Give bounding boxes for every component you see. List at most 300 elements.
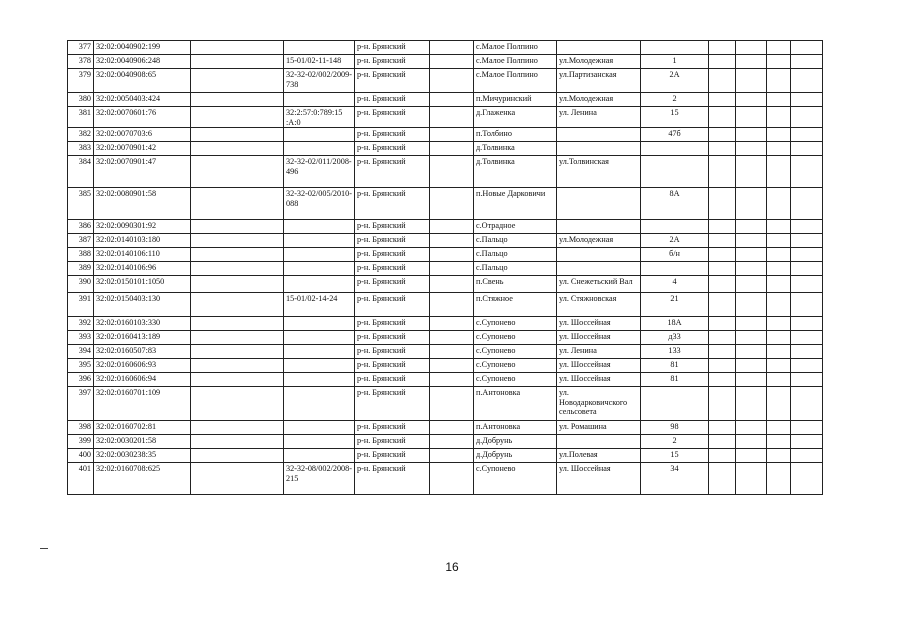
- row-number: 399: [68, 435, 94, 449]
- table-row: [68, 234, 823, 248]
- district: р-н. Брянский: [355, 262, 430, 276]
- locality: п.Толбино: [474, 128, 557, 142]
- blank-cell: [709, 220, 736, 234]
- blank-cell: [736, 107, 767, 128]
- locality: с.Супонево: [474, 463, 557, 495]
- table-row: [68, 449, 823, 463]
- house-number: 15: [641, 449, 709, 463]
- district: р-н. Брянский: [355, 93, 430, 107]
- district: р-н. Брянский: [355, 449, 430, 463]
- blank-cell: [709, 69, 736, 93]
- blank-cell: [791, 55, 823, 69]
- blank-cell: [767, 345, 791, 359]
- table-row: [68, 262, 823, 276]
- locality: с.Супонево: [474, 359, 557, 373]
- district: р-н. Брянский: [355, 387, 430, 421]
- street: ул.Полевая: [557, 449, 641, 463]
- blank-cell: [709, 421, 736, 435]
- blank-cell: [191, 276, 284, 293]
- house-number: 18А: [641, 317, 709, 331]
- table-row: [68, 142, 823, 156]
- registration-number: [284, 128, 355, 142]
- blank-cell: [791, 373, 823, 387]
- street: ул. Новодарковичского сельсовета: [557, 387, 641, 421]
- blank-cell: [430, 234, 474, 248]
- row-number: 393: [68, 331, 94, 345]
- cadastral-number: 32:02:0160701:109: [94, 387, 191, 421]
- district: р-н. Брянский: [355, 359, 430, 373]
- table-row: [68, 293, 823, 317]
- registration-number: 32-32-02/011/2008-496: [284, 156, 355, 188]
- row-number: 386: [68, 220, 94, 234]
- blank-cell: [791, 449, 823, 463]
- table-row: [68, 421, 823, 435]
- blank-cell: [191, 345, 284, 359]
- blank-cell: [191, 128, 284, 142]
- blank-cell: [736, 248, 767, 262]
- row-number: 394: [68, 345, 94, 359]
- blank-cell: [430, 331, 474, 345]
- blank-cell: [191, 142, 284, 156]
- blank-cell: [736, 373, 767, 387]
- cadastral-number: 32:02:0160413:189: [94, 331, 191, 345]
- blank-cell: [191, 463, 284, 495]
- row-number: 385: [68, 188, 94, 220]
- blank-cell: [430, 107, 474, 128]
- row-number: 388: [68, 248, 94, 262]
- blank-cell: [767, 107, 791, 128]
- registration-number: [284, 317, 355, 331]
- blank-cell: [736, 55, 767, 69]
- blank-cell: [736, 331, 767, 345]
- blank-cell: [791, 345, 823, 359]
- locality: п.Антоновка: [474, 387, 557, 421]
- registration-number: [284, 421, 355, 435]
- blank-cell: [736, 234, 767, 248]
- registration-number: [284, 142, 355, 156]
- blank-cell: [767, 69, 791, 93]
- street: ул. Шоссейная: [557, 317, 641, 331]
- table-row: [68, 69, 823, 93]
- row-number: 395: [68, 359, 94, 373]
- blank-cell: [191, 435, 284, 449]
- blank-cell: [736, 359, 767, 373]
- registration-number: [284, 41, 355, 55]
- table-row: [68, 317, 823, 331]
- locality: с.Малое Полпино: [474, 69, 557, 93]
- blank-cell: [736, 262, 767, 276]
- registry-body: [68, 41, 823, 495]
- street: ул. Ромашина: [557, 421, 641, 435]
- table-row: [68, 128, 823, 142]
- locality: д.Толвинка: [474, 156, 557, 188]
- row-number: 379: [68, 69, 94, 93]
- district: р-н. Брянский: [355, 345, 430, 359]
- house-number: [641, 262, 709, 276]
- row-number: 398: [68, 421, 94, 435]
- registration-number: [284, 262, 355, 276]
- district: р-н. Брянский: [355, 331, 430, 345]
- locality: с.Отрадное: [474, 220, 557, 234]
- district: р-н. Брянский: [355, 142, 430, 156]
- blank-cell: [430, 248, 474, 262]
- blank-cell: [430, 276, 474, 293]
- blank-cell: [709, 262, 736, 276]
- cadastral-number: 32:02:0160702:81: [94, 421, 191, 435]
- blank-cell: [191, 317, 284, 331]
- blank-cell: [791, 69, 823, 93]
- cadastral-number: 32:02:0140106:110: [94, 248, 191, 262]
- house-number: 98: [641, 421, 709, 435]
- blank-cell: [191, 262, 284, 276]
- blank-cell: [430, 128, 474, 142]
- blank-cell: [767, 331, 791, 345]
- blank-cell: [791, 220, 823, 234]
- house-number: 15: [641, 107, 709, 128]
- blank-cell: [709, 55, 736, 69]
- locality: с.Супонево: [474, 317, 557, 331]
- blank-cell: [709, 387, 736, 421]
- blank-cell: [430, 55, 474, 69]
- registration-number: [284, 449, 355, 463]
- cadastral-number: 32:02:0040902:199: [94, 41, 191, 55]
- blank-cell: [736, 276, 767, 293]
- blank-cell: [191, 248, 284, 262]
- blank-cell: [709, 331, 736, 345]
- district: р-н. Брянский: [355, 220, 430, 234]
- row-number: 381: [68, 107, 94, 128]
- row-number: 387: [68, 234, 94, 248]
- locality: с.Пальцо: [474, 234, 557, 248]
- blank-cell: [767, 41, 791, 55]
- margin-mark: [40, 548, 48, 549]
- blank-cell: [430, 220, 474, 234]
- street: ул. Шоссейная: [557, 359, 641, 373]
- blank-cell: [430, 387, 474, 421]
- street: ул.Молодежная: [557, 55, 641, 69]
- street: [557, 128, 641, 142]
- cadastral-number: 32:02:0030238:35: [94, 449, 191, 463]
- district: р-н. Брянский: [355, 317, 430, 331]
- street: [557, 248, 641, 262]
- blank-cell: [709, 41, 736, 55]
- blank-cell: [191, 220, 284, 234]
- blank-cell: [736, 463, 767, 495]
- house-number: 2: [641, 93, 709, 107]
- blank-cell: [709, 373, 736, 387]
- house-number: б/н: [641, 248, 709, 262]
- blank-cell: [430, 69, 474, 93]
- street: ул.Молодежная: [557, 234, 641, 248]
- blank-cell: [791, 276, 823, 293]
- district: р-н. Брянский: [355, 128, 430, 142]
- blank-cell: [709, 345, 736, 359]
- blank-cell: [191, 234, 284, 248]
- district: р-н. Брянский: [355, 156, 430, 188]
- blank-cell: [736, 69, 767, 93]
- blank-cell: [791, 387, 823, 421]
- blank-cell: [767, 359, 791, 373]
- blank-cell: [191, 107, 284, 128]
- house-number: [641, 220, 709, 234]
- district: р-н. Брянский: [355, 55, 430, 69]
- row-number: 390: [68, 276, 94, 293]
- blank-cell: [736, 435, 767, 449]
- blank-cell: [767, 262, 791, 276]
- blank-cell: [767, 188, 791, 220]
- street: [557, 435, 641, 449]
- street: ул. Ленина: [557, 107, 641, 128]
- registration-number: [284, 435, 355, 449]
- district: р-н. Брянский: [355, 41, 430, 55]
- locality: п.Свень: [474, 276, 557, 293]
- district: р-н. Брянский: [355, 234, 430, 248]
- house-number: д33: [641, 331, 709, 345]
- blank-cell: [767, 55, 791, 69]
- blank-cell: [736, 156, 767, 188]
- cadastral-number: 32:02:0090301:92: [94, 220, 191, 234]
- row-number: 384: [68, 156, 94, 188]
- registration-number: [284, 248, 355, 262]
- blank-cell: [736, 387, 767, 421]
- blank-cell: [736, 142, 767, 156]
- table-row: [68, 93, 823, 107]
- blank-cell: [767, 317, 791, 331]
- street: [557, 220, 641, 234]
- district: р-н. Брянский: [355, 293, 430, 317]
- house-number: [641, 156, 709, 188]
- table-row: [68, 41, 823, 55]
- district: р-н. Брянский: [355, 373, 430, 387]
- cadastral-number: 32:02:0140103:180: [94, 234, 191, 248]
- blank-cell: [736, 449, 767, 463]
- house-number: 81: [641, 373, 709, 387]
- blank-cell: [736, 345, 767, 359]
- registration-number: [284, 234, 355, 248]
- district: р-н. Брянский: [355, 421, 430, 435]
- street: ул. Шоссейная: [557, 463, 641, 495]
- street: ул. Шоссейная: [557, 373, 641, 387]
- street: [557, 142, 641, 156]
- blank-cell: [709, 449, 736, 463]
- blank-cell: [709, 359, 736, 373]
- blank-cell: [791, 317, 823, 331]
- street: ул.Партизанская: [557, 69, 641, 93]
- cadastral-number: 32:02:0070601:76: [94, 107, 191, 128]
- blank-cell: [709, 248, 736, 262]
- cadastral-number: 32:02:0150403:130: [94, 293, 191, 317]
- blank-cell: [191, 293, 284, 317]
- street: ул. Снежетьский Вал: [557, 276, 641, 293]
- blank-cell: [736, 188, 767, 220]
- blank-cell: [736, 220, 767, 234]
- table-row: [68, 331, 823, 345]
- table-row: [68, 359, 823, 373]
- blank-cell: [767, 373, 791, 387]
- blank-cell: [191, 69, 284, 93]
- cadastral-number: 32:02:0160606:93: [94, 359, 191, 373]
- blank-cell: [430, 421, 474, 435]
- blank-cell: [709, 463, 736, 495]
- registration-number: [284, 387, 355, 421]
- page-number: 16: [445, 560, 459, 574]
- blank-cell: [709, 128, 736, 142]
- registration-number: [284, 93, 355, 107]
- table-row: [68, 156, 823, 188]
- blank-cell: [736, 293, 767, 317]
- table-row: [68, 463, 823, 495]
- street: ул.Толвинская: [557, 156, 641, 188]
- blank-cell: [191, 373, 284, 387]
- row-number: 377: [68, 41, 94, 55]
- blank-cell: [736, 317, 767, 331]
- blank-cell: [767, 156, 791, 188]
- blank-cell: [191, 55, 284, 69]
- row-number: 396: [68, 373, 94, 387]
- street: ул. Шоссейная: [557, 331, 641, 345]
- blank-cell: [709, 234, 736, 248]
- house-number: 4: [641, 276, 709, 293]
- registration-number: [284, 345, 355, 359]
- registration-number: [284, 373, 355, 387]
- blank-cell: [767, 435, 791, 449]
- district: р-н. Брянский: [355, 188, 430, 220]
- locality: с.Малое Полпино: [474, 55, 557, 69]
- table-row: [68, 188, 823, 220]
- blank-cell: [709, 188, 736, 220]
- registration-number: 15-01/02-14-24: [284, 293, 355, 317]
- registration-number: 32-32-02/002/2009-738: [284, 69, 355, 93]
- registration-number: [284, 331, 355, 345]
- blank-cell: [191, 41, 284, 55]
- cadastral-number: 32:02:0140106:96: [94, 262, 191, 276]
- blank-cell: [736, 128, 767, 142]
- blank-cell: [791, 262, 823, 276]
- row-number: 391: [68, 293, 94, 317]
- house-number: 21: [641, 293, 709, 317]
- blank-cell: [709, 276, 736, 293]
- blank-cell: [709, 93, 736, 107]
- street: [557, 41, 641, 55]
- blank-cell: [791, 156, 823, 188]
- blank-cell: [709, 156, 736, 188]
- table-row: [68, 55, 823, 69]
- blank-cell: [709, 317, 736, 331]
- cadastral-number: 32:02:0160103:330: [94, 317, 191, 331]
- table-row: [68, 107, 823, 128]
- blank-cell: [791, 93, 823, 107]
- blank-cell: [709, 142, 736, 156]
- locality: п.Антоновка: [474, 421, 557, 435]
- cadastral-number: 32:02:0080901:58: [94, 188, 191, 220]
- locality: д.Добрунь: [474, 435, 557, 449]
- street: ул.Молодежная: [557, 93, 641, 107]
- blank-cell: [709, 107, 736, 128]
- cadastral-number: 32:02:0040908:65: [94, 69, 191, 93]
- table-row: [68, 276, 823, 293]
- blank-cell: [430, 463, 474, 495]
- house-number: 34: [641, 463, 709, 495]
- blank-cell: [430, 41, 474, 55]
- blank-cell: [791, 293, 823, 317]
- property-registry-table: [67, 40, 823, 495]
- street: [557, 262, 641, 276]
- table-row: [68, 248, 823, 262]
- blank-cell: [430, 262, 474, 276]
- district: р-н. Брянский: [355, 248, 430, 262]
- row-number: 383: [68, 142, 94, 156]
- blank-cell: [791, 248, 823, 262]
- district: р-н. Брянский: [355, 69, 430, 93]
- blank-cell: [709, 293, 736, 317]
- cadastral-number: 32:02:0070901:47: [94, 156, 191, 188]
- blank-cell: [430, 435, 474, 449]
- locality: п.Стяжное: [474, 293, 557, 317]
- blank-cell: [767, 293, 791, 317]
- blank-cell: [430, 188, 474, 220]
- blank-cell: [767, 220, 791, 234]
- house-number: 133: [641, 345, 709, 359]
- cadastral-number: 32:02:0070703:6: [94, 128, 191, 142]
- cadastral-number: 32:02:0160606:94: [94, 373, 191, 387]
- blank-cell: [191, 449, 284, 463]
- blank-cell: [767, 142, 791, 156]
- locality: с.Супонево: [474, 373, 557, 387]
- district: р-н. Брянский: [355, 463, 430, 495]
- table-row: [68, 220, 823, 234]
- blank-cell: [191, 421, 284, 435]
- house-number: 8А: [641, 188, 709, 220]
- blank-cell: [767, 421, 791, 435]
- blank-cell: [191, 93, 284, 107]
- row-number: 389: [68, 262, 94, 276]
- street: ул. Ленина: [557, 345, 641, 359]
- house-number: [641, 387, 709, 421]
- locality: с.Малое Полпино: [474, 41, 557, 55]
- row-number: 401: [68, 463, 94, 495]
- row-number: 400: [68, 449, 94, 463]
- district: р-н. Брянский: [355, 107, 430, 128]
- blank-cell: [767, 387, 791, 421]
- house-number: [641, 142, 709, 156]
- registration-number: [284, 276, 355, 293]
- table-row: [68, 435, 823, 449]
- blank-cell: [709, 435, 736, 449]
- street: ул. Стяжновская: [557, 293, 641, 317]
- locality: д.Добрунь: [474, 449, 557, 463]
- blank-cell: [791, 421, 823, 435]
- house-number: 1: [641, 55, 709, 69]
- table-row: [68, 345, 823, 359]
- blank-cell: [191, 387, 284, 421]
- district: р-н. Брянский: [355, 276, 430, 293]
- blank-cell: [791, 41, 823, 55]
- blank-cell: [430, 449, 474, 463]
- house-number: [641, 41, 709, 55]
- cadastral-number: 32:02:0150101:1050: [94, 276, 191, 293]
- street: [557, 188, 641, 220]
- registration-number: 32-32-02/005/2010-088: [284, 188, 355, 220]
- locality: д.Глаженка: [474, 107, 557, 128]
- blank-cell: [791, 463, 823, 495]
- locality: с.Супонево: [474, 345, 557, 359]
- row-number: 382: [68, 128, 94, 142]
- locality: с.Пальцо: [474, 248, 557, 262]
- locality: с.Супонево: [474, 331, 557, 345]
- blank-cell: [791, 142, 823, 156]
- cadastral-number: 32:02:0160507:83: [94, 345, 191, 359]
- row-number: 378: [68, 55, 94, 69]
